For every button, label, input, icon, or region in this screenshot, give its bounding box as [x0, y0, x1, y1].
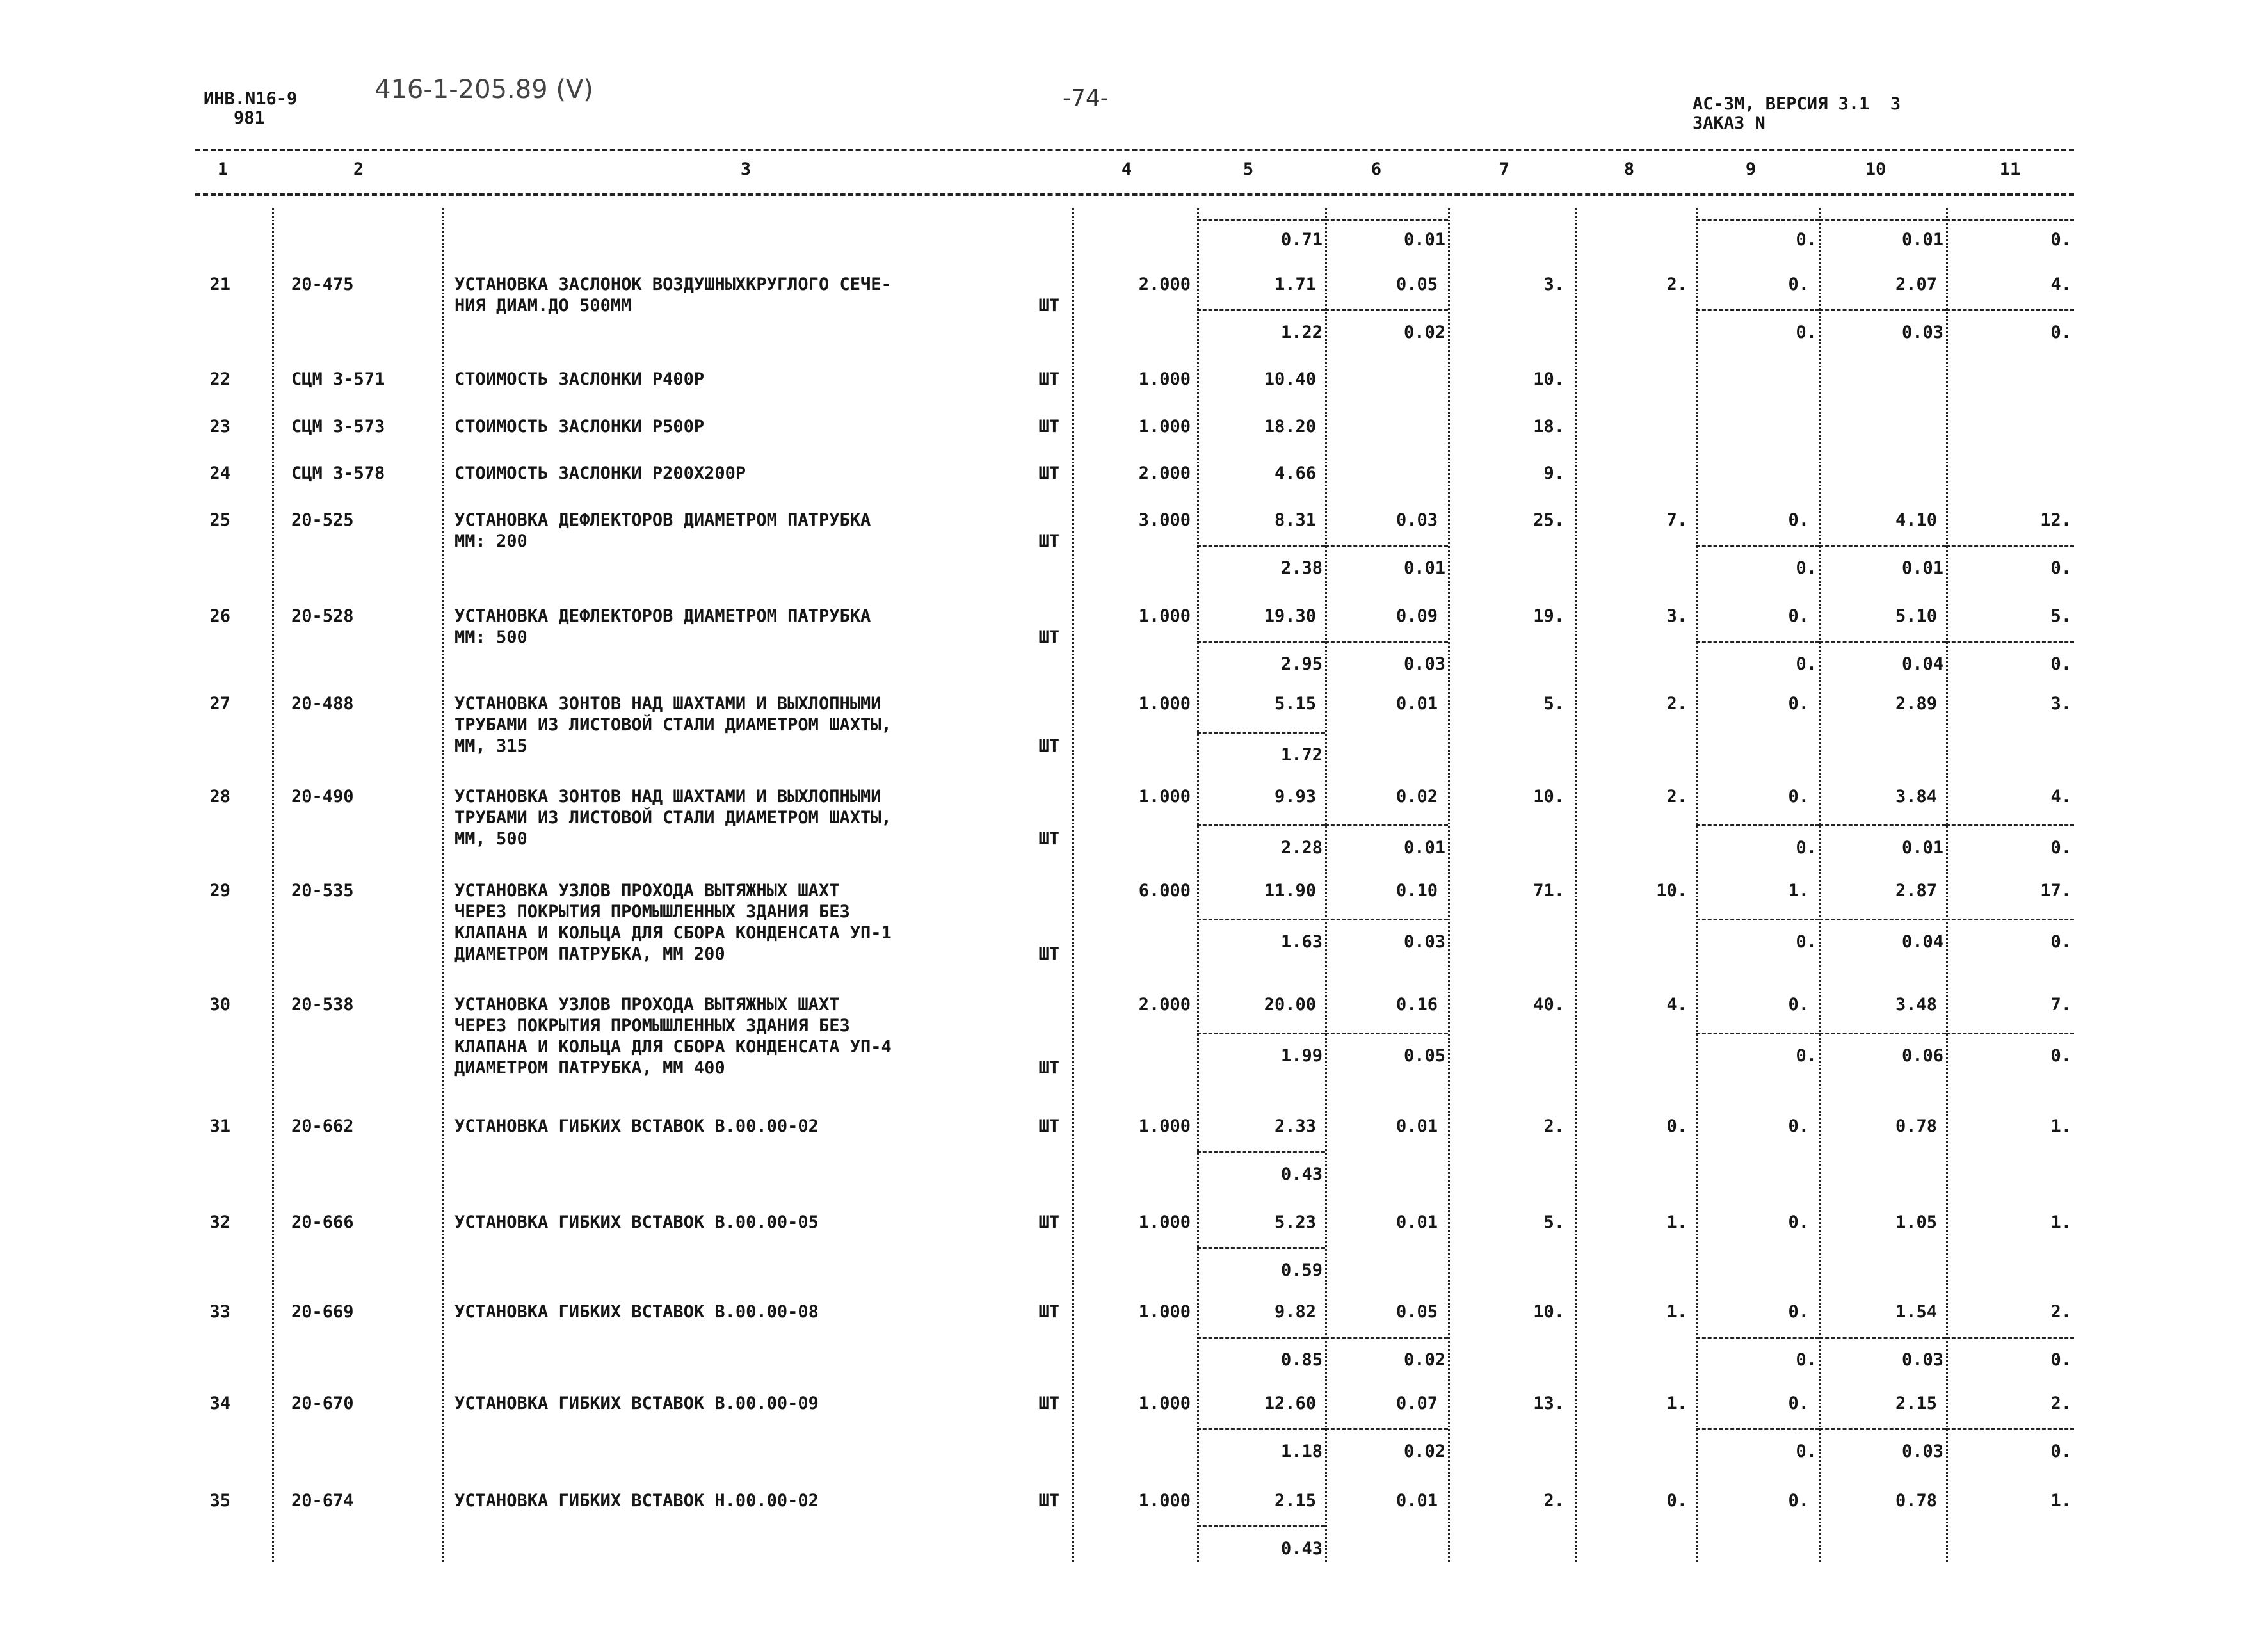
subtotal-rule: [1946, 1428, 2074, 1430]
sub-value-col-9: 0.: [1796, 838, 1817, 858]
work-description-line: ДИАМЕТРОМ ПАТРУБКА, ММ 200: [454, 944, 725, 964]
unit: ШТ: [1038, 627, 1059, 647]
rate-code: СЦМ 3-573: [291, 417, 385, 437]
subtotal-rule: [1197, 219, 1325, 221]
program-version: АС-3М, ВЕРСИЯ 3.1 3: [1693, 94, 1901, 114]
sub-value-col-11: 0.: [2050, 654, 2071, 674]
rate-code: 20-662: [291, 1116, 354, 1136]
row-number: 28: [209, 787, 230, 807]
value-col-5: 5.15: [1274, 694, 1316, 714]
work-description-line: ЧЕРЕЗ ПОКРЫТИЯ ПРОМЫШЛЕННЫХ ЗДАНИЯ БЕЗ: [454, 902, 850, 922]
subtotal-rule: [1819, 919, 1946, 920]
value-col-6: 0.05: [1395, 275, 1438, 294]
work-description-line: УСТАНОВКА ЗОНТОВ НАД ШАХТАМИ И ВЫХЛОПНЫМИ: [454, 694, 881, 714]
value-col-8: 7.: [1666, 510, 1687, 530]
value-col-9: 0.: [1788, 275, 1809, 294]
sub-value-col-9: 0.: [1796, 323, 1817, 342]
sub-value-col-10: 0.04: [1901, 654, 1943, 674]
subtotal-rule: [1819, 641, 1946, 643]
value-col-10: 3.84: [1895, 787, 1937, 807]
subtotal-rule: [1197, 641, 1325, 643]
sub-value-col-9: 0.: [1796, 558, 1817, 578]
work-description-line: ТРУБАМИ ИЗ ЛИСТОВОЙ СТАЛИ ДИАМЕТРОМ ШАХТЫ,: [454, 808, 892, 828]
sub-value-col-6: 0.03: [1403, 654, 1445, 674]
quantity: 1.000: [1138, 694, 1191, 714]
rate-code: 20-538: [291, 995, 354, 1015]
unit: ШТ: [1038, 369, 1059, 389]
value-col-11: 17.: [2040, 881, 2071, 901]
work-description-line: ММ, 500: [454, 829, 527, 849]
value-col-9: 0.: [1788, 1212, 1809, 1232]
value-col-7: 2.: [1543, 1491, 1564, 1511]
subtotal-rule: [1946, 545, 2074, 547]
pre-value-col-10: 0.01: [1901, 230, 1943, 250]
sub-value-col-9: 0.: [1796, 1442, 1817, 1461]
value-col-5: 12.60: [1264, 1394, 1316, 1413]
pre-value-col-11: 0.: [2050, 230, 2071, 250]
rate-code: 20-525: [291, 510, 354, 530]
value-col-7: 3.: [1543, 275, 1564, 294]
value-col-7: 5.: [1543, 1212, 1564, 1232]
column-header-2: 2: [353, 159, 364, 179]
subtotal-rule: [1325, 824, 1448, 826]
sub-value-col-10: 0.03: [1901, 323, 1943, 342]
sub-value-col-6: 0.01: [1403, 558, 1445, 578]
value-col-5: 8.31: [1274, 510, 1316, 530]
value-col-11: 2.: [2050, 1302, 2071, 1322]
subtotal-rule: [1696, 824, 1819, 826]
sub-value-col-5: 0.85: [1280, 1350, 1323, 1370]
value-col-6: 0.01: [1395, 694, 1438, 714]
column-header-1: 1: [217, 159, 229, 179]
value-col-9: 1.: [1788, 881, 1809, 901]
value-col-7: 25.: [1533, 510, 1564, 530]
quantity: 1.000: [1138, 1394, 1191, 1413]
column-header-6: 6: [1371, 159, 1382, 179]
column-header-8: 8: [1623, 159, 1635, 179]
value-col-8: 2.: [1666, 694, 1687, 714]
unit: ШТ: [1038, 1491, 1059, 1511]
value-col-6: 0.01: [1395, 1116, 1438, 1136]
value-col-8: 1.: [1666, 1212, 1687, 1232]
column-header-7: 7: [1499, 159, 1510, 179]
row-number: 34: [209, 1394, 230, 1413]
sub-value-col-11: 0.: [2050, 323, 2071, 342]
value-col-11: 7.: [2050, 995, 2071, 1015]
value-col-10: 2.89: [1895, 694, 1937, 714]
value-col-11: 1.: [2050, 1212, 2071, 1232]
value-col-7: 13.: [1533, 1394, 1564, 1413]
value-col-6: 0.09: [1395, 606, 1438, 626]
value-col-8: 10.: [1656, 881, 1687, 901]
rate-code: 20-666: [291, 1212, 354, 1232]
header-bottom-rule: [195, 193, 2074, 196]
work-description-line: ММ: 200: [454, 531, 527, 551]
unit: ШТ: [1038, 829, 1059, 849]
work-description-line: ММ: 500: [454, 627, 527, 647]
value-col-7: 71.: [1533, 881, 1564, 901]
rate-code: 20-490: [291, 787, 354, 807]
value-col-5: 4.66: [1274, 463, 1316, 483]
column-separator: [272, 208, 274, 1562]
value-col-10: 0.78: [1895, 1491, 1937, 1511]
sub-value-col-6: 0.02: [1403, 1442, 1445, 1461]
rate-code: 20-475: [291, 275, 354, 294]
value-col-10: 2.07: [1895, 275, 1937, 294]
value-col-10: 1.05: [1895, 1212, 1937, 1232]
unit: ШТ: [1038, 531, 1059, 551]
subtotal-rule: [1325, 309, 1448, 311]
value-col-8: 3.: [1666, 606, 1687, 626]
column-header-11: 11: [1999, 159, 2021, 179]
unit: ШТ: [1038, 417, 1059, 437]
value-col-11: 4.: [2050, 275, 2071, 294]
value-col-5: 20.00: [1264, 995, 1316, 1015]
subtotal-rule: [1696, 545, 1819, 547]
unit: ШТ: [1038, 463, 1059, 483]
subtotal-rule: [1197, 824, 1325, 826]
sub-value-col-11: 0.: [2050, 1046, 2071, 1066]
sub-value-col-10: 0.04: [1901, 932, 1943, 952]
value-col-9: 0.: [1788, 787, 1809, 807]
sub-value-col-5: 1.63: [1280, 932, 1323, 952]
quantity: 2.000: [1138, 275, 1191, 294]
value-col-9: 0.: [1788, 1491, 1809, 1511]
value-col-9: 0.: [1788, 510, 1809, 530]
subtotal-rule: [1197, 1525, 1325, 1527]
rate-code: 20-674: [291, 1491, 354, 1511]
value-col-5: 9.82: [1274, 1302, 1316, 1322]
work-description-line: КЛАПАНА И КОЛЬЦА ДЛЯ СБОРА КОНДЕНСАТА УП-4: [454, 1037, 892, 1057]
sub-value-col-11: 0.: [2050, 1442, 2071, 1461]
sub-value-col-5: 1.22: [1280, 323, 1323, 342]
subtotal-rule: [1696, 1337, 1819, 1339]
subtotal-rule: [1197, 1337, 1325, 1339]
unit: ШТ: [1038, 1116, 1059, 1136]
work-description-line: УСТАНОВКА УЗЛОВ ПРОХОДА ВЫТЯЖНЫХ ШАХТ: [454, 881, 840, 901]
sub-value-col-5: 0.59: [1280, 1260, 1323, 1280]
sub-value-col-6: 0.02: [1403, 323, 1445, 342]
rate-code: 20-528: [291, 606, 354, 626]
value-col-10: 5.10: [1895, 606, 1937, 626]
value-col-6: 0.01: [1395, 1212, 1438, 1232]
sub-value-col-6: 0.01: [1403, 838, 1445, 858]
subtotal-rule: [1197, 309, 1325, 311]
value-col-7: 40.: [1533, 995, 1564, 1015]
subtotal-rule: [1819, 545, 1946, 547]
sub-value-col-5: 0.43: [1280, 1539, 1323, 1559]
value-col-9: 0.: [1788, 606, 1809, 626]
rate-code: СЦМ 3-571: [291, 369, 385, 389]
work-description-line: СТОИМОСТЬ ЗАСЛОНКИ Р400Р: [454, 369, 705, 389]
value-col-8: 1.: [1666, 1394, 1687, 1413]
value-col-5: 5.23: [1274, 1212, 1316, 1232]
sub-value-col-10: 0.06: [1901, 1046, 1943, 1066]
sub-value-col-11: 0.: [2050, 838, 2071, 858]
column-header-5: 5: [1243, 159, 1254, 179]
quantity: 2.000: [1138, 995, 1191, 1015]
subtotal-rule: [1696, 309, 1819, 311]
handwritten-document-code: 416-1-205.89 (V): [374, 75, 593, 104]
subtotal-rule: [1197, 732, 1325, 734]
work-description-line: ЧЕРЕЗ ПОКРЫТИЯ ПРОМЫШЛЕННЫХ ЗДАНИЯ БЕЗ: [454, 1016, 850, 1036]
sub-value-col-6: 0.02: [1403, 1350, 1445, 1370]
subtotal-rule: [1819, 1033, 1946, 1034]
quantity: 1.000: [1138, 369, 1191, 389]
sub-value-col-10: 0.01: [1901, 838, 1943, 858]
subtotal-rule: [1325, 219, 1448, 221]
row-number: 33: [209, 1302, 230, 1322]
subtotal-rule: [1819, 309, 1946, 311]
sub-value-col-6: 0.05: [1403, 1046, 1445, 1066]
pre-value-col-9: 0.: [1796, 230, 1817, 250]
rate-code: 20-669: [291, 1302, 354, 1322]
value-col-9: 0.: [1788, 1394, 1809, 1413]
pre-value-col-5: 0.71: [1280, 230, 1323, 250]
sub-value-col-5: 0.43: [1280, 1164, 1323, 1184]
value-col-5: 19.30: [1264, 606, 1316, 626]
subtotal-rule: [1325, 1033, 1448, 1034]
work-description-line: ТРУБАМИ ИЗ ЛИСТОВОЙ СТАЛИ ДИАМЕТРОМ ШАХТЫ,: [454, 715, 892, 735]
column-separator: [442, 208, 444, 1562]
row-number: 22: [209, 369, 230, 389]
row-number: 27: [209, 694, 230, 714]
value-col-11: 3.: [2050, 694, 2071, 714]
value-col-8: 2.: [1666, 275, 1687, 294]
row-number: 24: [209, 463, 230, 483]
work-description-line: УСТАНОВКА ГИБКИХ ВСТАВОК В.00.00-09: [454, 1394, 819, 1413]
value-col-5: 1.71: [1274, 275, 1316, 294]
work-description-line: УСТАНОВКА ДЕФЛЕКТОРОВ ДИАМЕТРОМ ПАТРУБКА: [454, 510, 871, 530]
value-col-10: 2.87: [1895, 881, 1937, 901]
quantity: 1.000: [1138, 787, 1191, 807]
value-col-11: 12.: [2040, 510, 2071, 530]
subtotal-rule: [1197, 919, 1325, 920]
quantity: 3.000: [1138, 510, 1191, 530]
sub-value-col-9: 0.: [1796, 654, 1817, 674]
value-col-10: 0.78: [1895, 1116, 1937, 1136]
value-col-5: 18.20: [1264, 417, 1316, 437]
work-description-line: ДИАМЕТРОМ ПАТРУБКА, ММ 400: [454, 1058, 725, 1078]
value-col-9: 0.: [1788, 694, 1809, 714]
sub-value-col-9: 0.: [1796, 932, 1817, 952]
subtotal-rule: [1946, 1337, 2074, 1339]
row-number: 32: [209, 1212, 230, 1232]
quantity: 1.000: [1138, 1302, 1191, 1322]
work-description-line: УСТАНОВКА ЗАСЛОНОК ВОЗДУШНЫХКРУГЛОГО СЕЧЕ-: [454, 275, 892, 294]
work-description-line: КЛАПАНА И КОЛЬЦА ДЛЯ СБОРА КОНДЕНСАТА УП-1: [454, 923, 892, 943]
row-number: 25: [209, 510, 230, 530]
work-description-line: УСТАНОВКА УЗЛОВ ПРОХОДА ВЫТЯЖНЫХ ШАХТ: [454, 995, 840, 1015]
sub-value-col-11: 0.: [2050, 558, 2071, 578]
value-col-11: 4.: [2050, 787, 2071, 807]
value-col-5: 9.93: [1274, 787, 1316, 807]
row-number: 35: [209, 1491, 230, 1511]
column-header-10: 10: [1865, 159, 1886, 179]
work-description-line: УСТАНОВКА ЗОНТОВ НАД ШАХТАМИ И ВЫХЛОПНЫМИ: [454, 787, 881, 807]
subtotal-rule: [1325, 641, 1448, 643]
quantity: 1.000: [1138, 1212, 1191, 1232]
quantity: 6.000: [1138, 881, 1191, 901]
value-col-8: 0.: [1666, 1116, 1687, 1136]
subtotal-rule: [1696, 219, 1819, 221]
value-col-9: 0.: [1788, 995, 1809, 1015]
value-col-8: 2.: [1666, 787, 1687, 807]
pre-value-col-6: 0.01: [1403, 230, 1445, 250]
column-header-4: 4: [1121, 159, 1132, 179]
quantity: 1.000: [1138, 1116, 1191, 1136]
order-label: ЗАКАЗ N: [1693, 113, 1765, 133]
top-rule: [195, 149, 2074, 151]
value-col-7: 19.: [1533, 606, 1564, 626]
subtotal-rule: [1946, 219, 2074, 221]
work-description-line: ММ, 315: [454, 736, 527, 756]
subtotal-rule: [1946, 309, 2074, 311]
value-col-8: 4.: [1666, 995, 1687, 1015]
value-col-10: 2.15: [1895, 1394, 1937, 1413]
subtotal-rule: [1325, 1337, 1448, 1339]
value-col-7: 9.: [1543, 463, 1564, 483]
subtotal-rule: [1946, 824, 2074, 826]
unit: ШТ: [1038, 1212, 1059, 1232]
sub-value-col-5: 2.28: [1280, 838, 1323, 858]
value-col-5: 11.90: [1264, 881, 1316, 901]
unit: ШТ: [1038, 296, 1059, 316]
work-description-line: УСТАНОВКА ГИБКИХ ВСТАВОК В.00.00-08: [454, 1302, 819, 1322]
unit: ШТ: [1038, 944, 1059, 964]
page-number: -74-: [1063, 85, 1109, 111]
rate-code: 20-488: [291, 694, 354, 714]
value-col-6: 0.05: [1395, 1302, 1438, 1322]
value-col-7: 10.: [1533, 1302, 1564, 1322]
sub-value-col-9: 0.: [1796, 1046, 1817, 1066]
inventory-number-sub: 981: [234, 108, 265, 128]
unit: ШТ: [1038, 1302, 1059, 1322]
column-header-9: 9: [1745, 159, 1757, 179]
row-number: 29: [209, 881, 230, 901]
unit: ШТ: [1038, 736, 1059, 756]
sub-value-col-5: 1.72: [1280, 745, 1323, 765]
column-header-3: 3: [740, 159, 752, 179]
value-col-8: 0.: [1666, 1491, 1687, 1511]
value-col-5: 2.15: [1274, 1491, 1316, 1511]
value-col-6: 0.01: [1395, 1491, 1438, 1511]
row-number: 31: [209, 1116, 230, 1136]
value-col-7: 18.: [1533, 417, 1564, 437]
value-col-9: 0.: [1788, 1302, 1809, 1322]
value-col-7: 10.: [1533, 369, 1564, 389]
sub-value-col-9: 0.: [1796, 1350, 1817, 1370]
subtotal-rule: [1197, 545, 1325, 547]
work-description-line: УСТАНОВКА ДЕФЛЕКТОРОВ ДИАМЕТРОМ ПАТРУБКА: [454, 606, 871, 626]
value-col-6: 0.03: [1395, 510, 1438, 530]
subtotal-rule: [1946, 641, 2074, 643]
rate-code: 20-670: [291, 1394, 354, 1413]
value-col-6: 0.16: [1395, 995, 1438, 1015]
sub-value-col-10: 0.03: [1901, 1442, 1943, 1461]
value-col-5: 10.40: [1264, 369, 1316, 389]
work-description-line: СТОИМОСТЬ ЗАСЛОНКИ Р500Р: [454, 417, 705, 437]
sub-value-col-11: 0.: [2050, 1350, 2071, 1370]
sub-value-col-5: 2.95: [1280, 654, 1323, 674]
subtotal-rule: [1946, 919, 2074, 920]
rate-code: 20-535: [291, 881, 354, 901]
quantity: 2.000: [1138, 463, 1191, 483]
subtotal-rule: [1197, 1428, 1325, 1430]
value-col-10: 1.54: [1895, 1302, 1937, 1322]
subtotal-rule: [1197, 1033, 1325, 1034]
work-description-line: НИЯ ДИАМ.ДО 500ММ: [454, 296, 632, 316]
value-col-11: 1.: [2050, 1491, 2071, 1511]
value-col-7: 10.: [1533, 787, 1564, 807]
subtotal-rule: [1946, 1033, 2074, 1034]
rate-code: СЦМ 3-578: [291, 463, 385, 483]
sub-value-col-5: 2.38: [1280, 558, 1323, 578]
subtotal-rule: [1819, 1428, 1946, 1430]
value-col-5: 2.33: [1274, 1116, 1316, 1136]
subtotal-rule: [1696, 919, 1819, 920]
subtotal-rule: [1325, 1428, 1448, 1430]
sub-value-col-5: 1.99: [1280, 1046, 1323, 1066]
subtotal-rule: [1696, 641, 1819, 643]
subtotal-rule: [1819, 219, 1946, 221]
quantity: 1.000: [1138, 417, 1191, 437]
work-description-line: УСТАНОВКА ГИБКИХ ВСТАВОК Н.00.00-02: [454, 1491, 819, 1511]
value-col-10: 3.48: [1895, 995, 1937, 1015]
value-col-10: 4.10: [1895, 510, 1937, 530]
subtotal-rule: [1325, 919, 1448, 920]
value-col-11: 5.: [2050, 606, 2071, 626]
row-number: 30: [209, 995, 230, 1015]
unit: ШТ: [1038, 1058, 1059, 1078]
value-col-11: 1.: [2050, 1116, 2071, 1136]
value-col-6: 0.10: [1395, 881, 1438, 901]
sub-value-col-10: 0.03: [1901, 1350, 1943, 1370]
sub-value-col-11: 0.: [2050, 932, 2071, 952]
subtotal-rule: [1819, 1337, 1946, 1339]
work-description-line: УСТАНОВКА ГИБКИХ ВСТАВОК В.00.00-05: [454, 1212, 819, 1232]
row-number: 21: [209, 275, 230, 294]
work-description-line: СТОИМОСТЬ ЗАСЛОНКИ Р200Х200Р: [454, 463, 746, 483]
subtotal-rule: [1696, 1428, 1819, 1430]
subtotal-rule: [1325, 545, 1448, 547]
value-col-6: 0.07: [1395, 1394, 1438, 1413]
value-col-11: 2.: [2050, 1394, 2071, 1413]
value-col-7: 5.: [1543, 694, 1564, 714]
unit: ШТ: [1038, 1394, 1059, 1413]
value-col-7: 2.: [1543, 1116, 1564, 1136]
work-description-line: УСТАНОВКА ГИБКИХ ВСТАВОК В.00.00-02: [454, 1116, 819, 1136]
sub-value-col-6: 0.03: [1403, 932, 1445, 952]
inventory-number: ИНВ.N16-9: [204, 89, 298, 109]
subtotal-rule: [1696, 1033, 1819, 1034]
value-col-9: 0.: [1788, 1116, 1809, 1136]
row-number: 23: [209, 417, 230, 437]
sub-value-col-10: 0.01: [1901, 558, 1943, 578]
subtotal-rule: [1197, 1151, 1325, 1153]
quantity: 1.000: [1138, 1491, 1191, 1511]
sub-value-col-5: 1.18: [1280, 1442, 1323, 1461]
row-number: 26: [209, 606, 230, 626]
subtotal-rule: [1197, 1247, 1325, 1249]
subtotal-rule: [1819, 824, 1946, 826]
quantity: 1.000: [1138, 606, 1191, 626]
value-col-8: 1.: [1666, 1302, 1687, 1322]
value-col-6: 0.02: [1395, 787, 1438, 807]
